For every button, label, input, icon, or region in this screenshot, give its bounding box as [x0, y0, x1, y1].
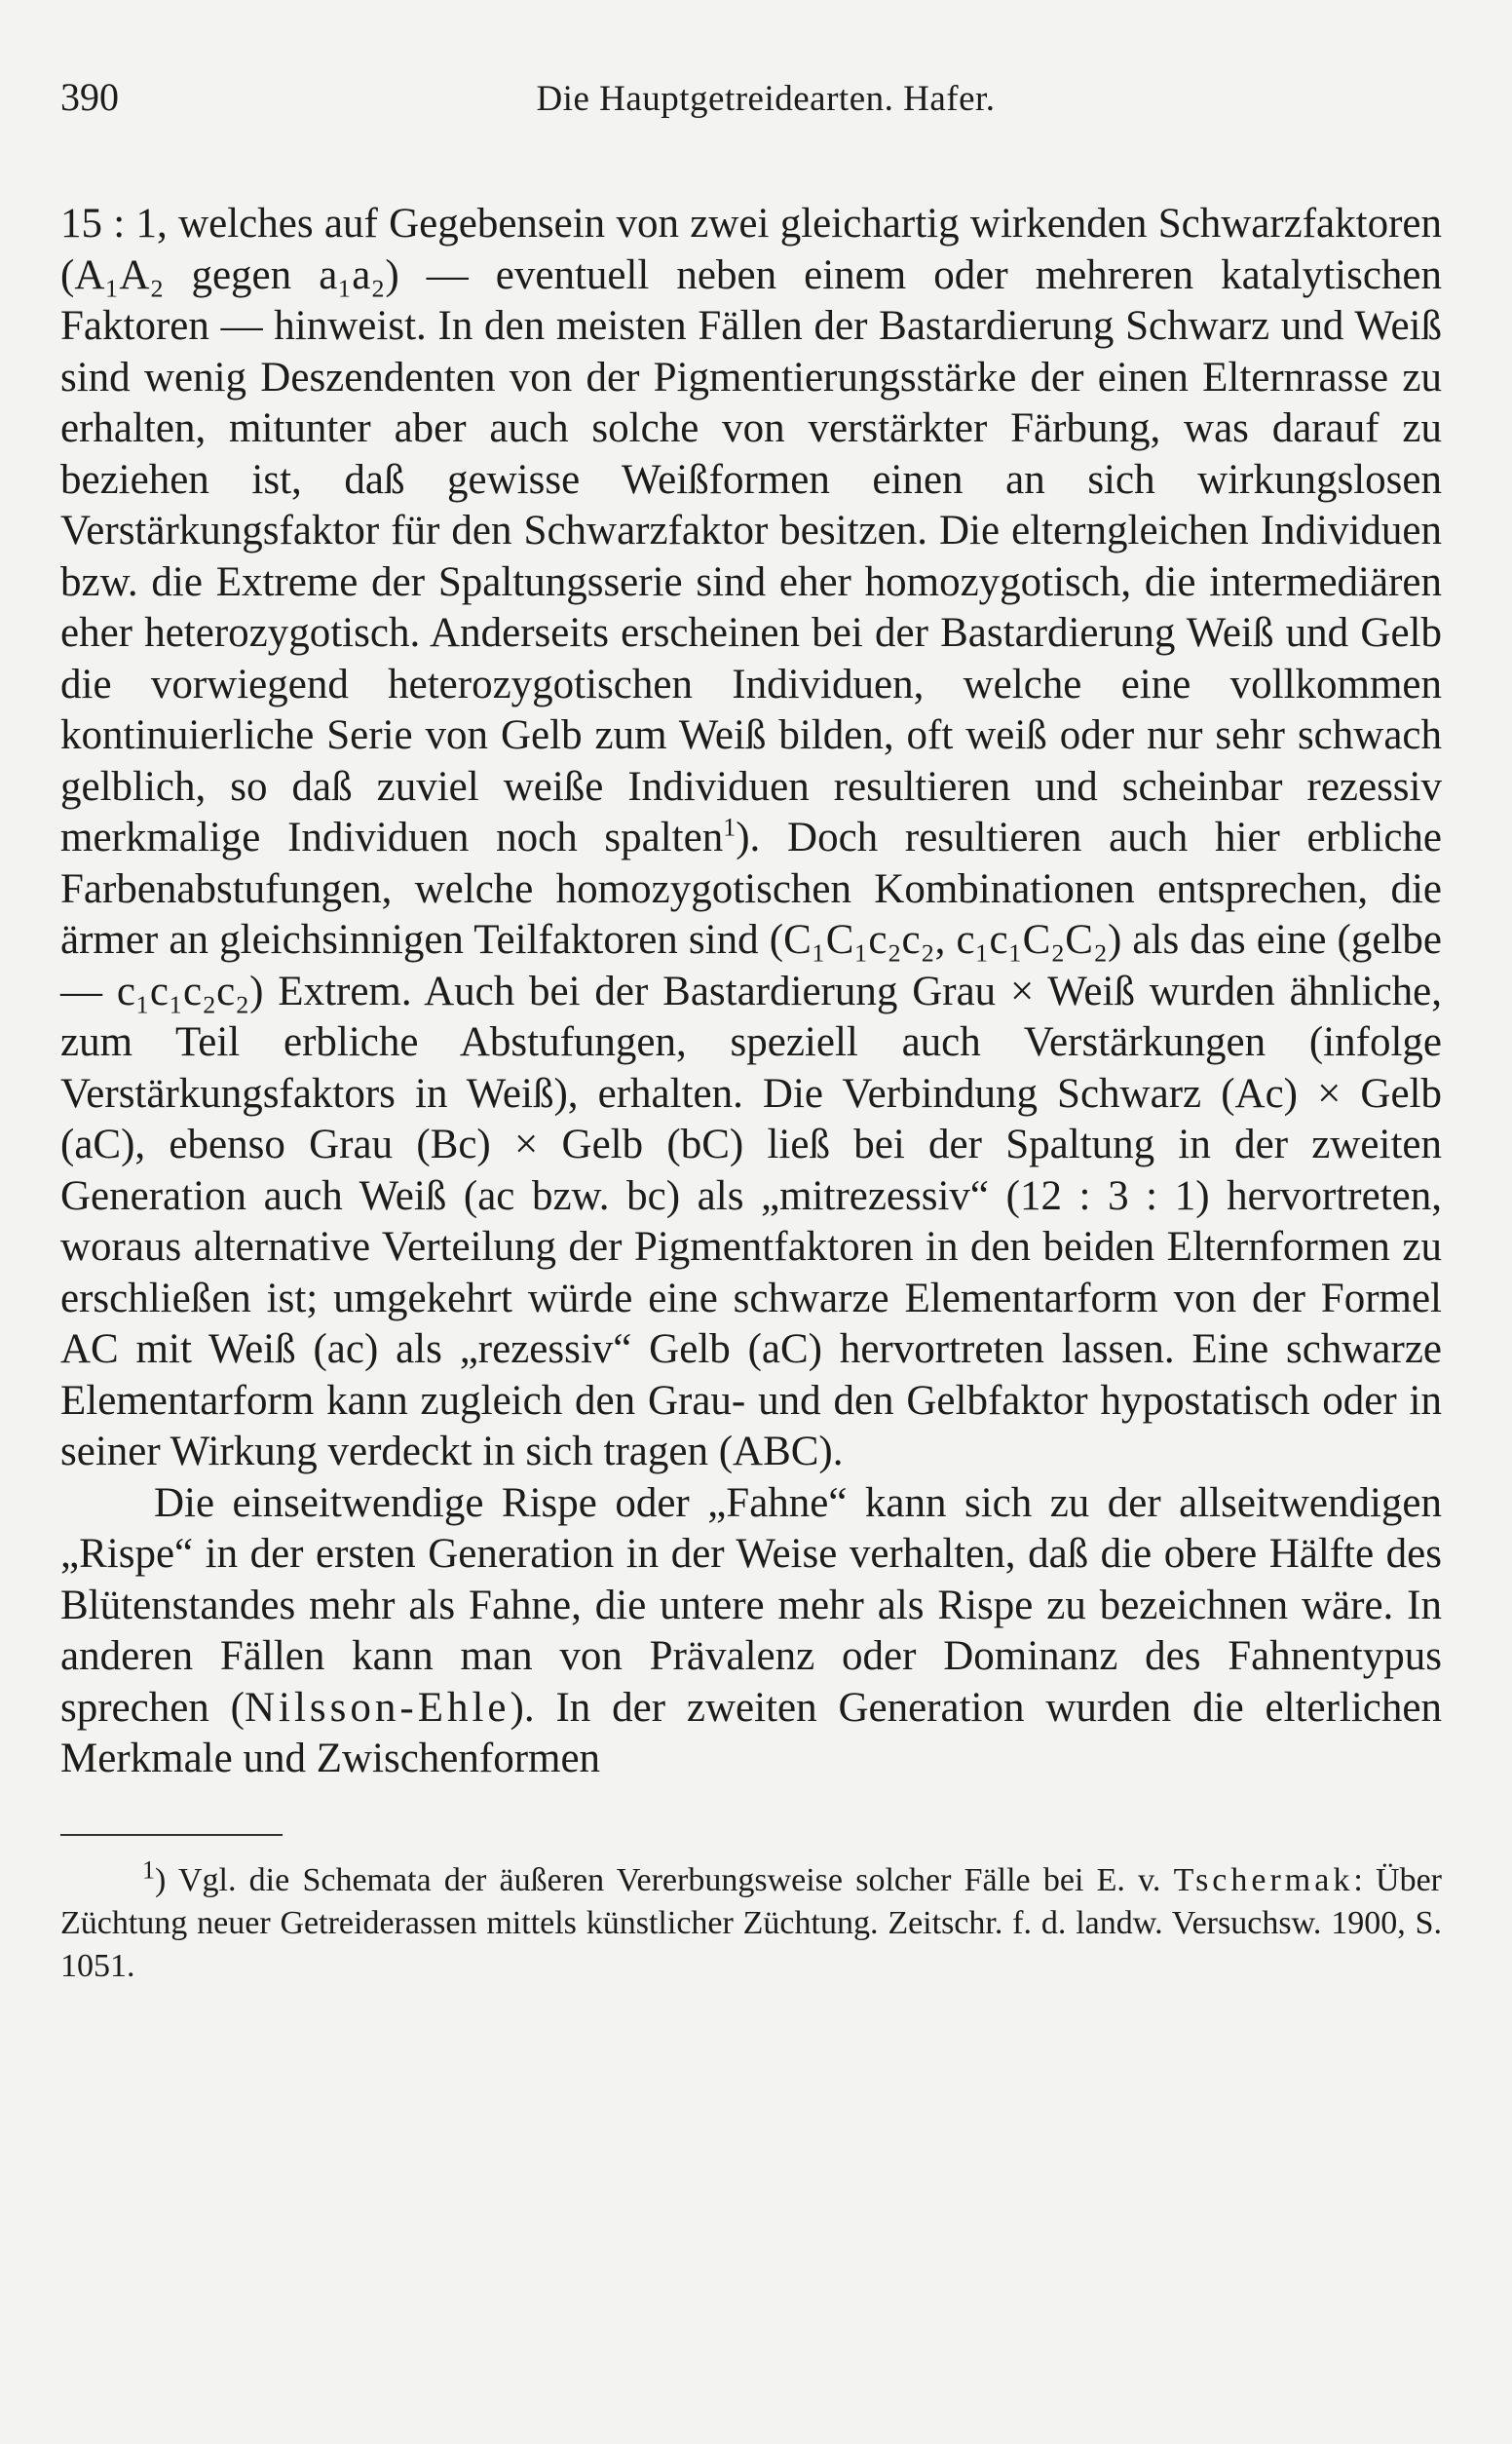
main-text — [60, 199, 1442, 1785]
footnote-divider — [60, 1834, 283, 1836]
paragraph-2-text-a: Die einseitwendige Rispe oder „Fahne“ kann sich zu der allseitwendigen „Rispe“ in der ersten Generation in der Weise verhalten, daß die obere Hälfte des Blütenstandes mehr als Fahne, die untere mehr als Rispe zu bezeichnen wäre. In anderen Fällen kann man von Prävalenz oder Dominanz des Fahnentypus sprechen ( — [60, 1479, 1442, 1731]
paragraph-1 — [60, 199, 1442, 1478]
page-header — [60, 74, 1442, 134]
running-title: Die Hauptgetreidearten. Hafer. — [536, 79, 996, 119]
footnote-1 — [60, 1855, 1442, 1988]
footnote-reference[interactable]: 1 — [723, 813, 737, 842]
paragraph-1-text: 15 : 1, welches auf Gegebensein von zwei gleichartig wirkenden Schwarzfaktoren (A₁A₂ gegen a₁a₂) — eventuell neben einem oder mehreren katalytischen Faktoren — hinweist. In den meisten Fällen der Bastardierung Schwarz und Weiß sind wenig Deszendenten von der Pigmentierungsstärke der einen Elternrasse zu erhalten, mitunter aber auch solche von verstärkter Färbung, was darauf zu beziehen ist, daß gewisse Weißformen einen an sich wirkungslosen Verstärkungsfaktor für den Schwarzfaktor besitzen. Die elterngleichen Individuen bzw. die Extreme der Spaltungsserie sind eher homozygotisch, die intermediären eher heterozygotisch. Anderseits erscheinen bei der Bastardierung Weiß und Gelb die vorwiegend heterozygotischen Individuen, welche eine vollkommen kontinuierliche Serie von Gelb zum Weiß bilden, oft weiß oder nur sehr schwach gelblich, so daß zuviel weiße Individuen resultieren und scheinbar rezessiv merkmalige Individuen noch spalten — [60, 201, 1442, 860]
footnote-author: Tschermak — [1173, 1861, 1354, 1898]
footnote-text-a: ) Vgl. die Schemata der äußeren Vererbungsweise solcher Fälle bei E. v. — [155, 1861, 1174, 1898]
paragraph-2 — [60, 1478, 1442, 1785]
footnote-text-b: : Über Züchtung neuer Getreiderassen mittels künstlicher Züchtung. Zeitschr. f. d. landw. Versuchsw. 1900, S. 1051. — [60, 1861, 1442, 1984]
paragraph-1-continued: ). Doch resultieren auch hier erbliche Farbenabstufungen, welche homozygotischen Kombinationen entsprechen, die ärmer an gleichsinnigen Teilfaktoren sind (C₁C₁c₂c₂, c₁c₁C₂C₂) als das eine (gelbe — c₁c₁c₂c₂) Extrem. Auch bei der Bastardierung Grau × Weiß wurden ähnliche, zum Teil erbliche Abstufungen, speziell auch Verstärkungen (infolge Verstärkungsfaktors in Weiß), erhalten. Die Verbindung Schwarz (Ac) × Gelb (aC), ebenso Grau (Bc) × Gelb (bC) ließ bei der Spaltung in der zweiten Generation auch Weiß (ac bzw. bc) als „mitrezessiv“ (12 : 3 : 1) hervortreten, woraus alternative Verteilung der Pigmentfaktoren in den beiden Elternformen zu erschließen ist; umgekehrt würde eine schwarze Elementarform von der Formel AC mit Weiß (ac) als „rezessiv“ Gelb (aC) hervortreten lassen. Eine schwarze Elementarform kann zugleich den Grau- und den Gelbfaktor hypostatisch oder in seiner Wirkung verdeckt in sich tragen (ABC). — [60, 815, 1443, 1474]
footnote — [60, 1855, 1442, 1988]
author-name: Nilsson-Ehle — [244, 1684, 510, 1731]
page-number: 390 — [60, 75, 119, 119]
footnote-mark: 1 — [142, 1855, 155, 1885]
paragraph-2-text-b: ). In der zweiten Generation wurden die elterlichen Merkmale und Zwischenformen — [60, 1684, 1442, 1781]
